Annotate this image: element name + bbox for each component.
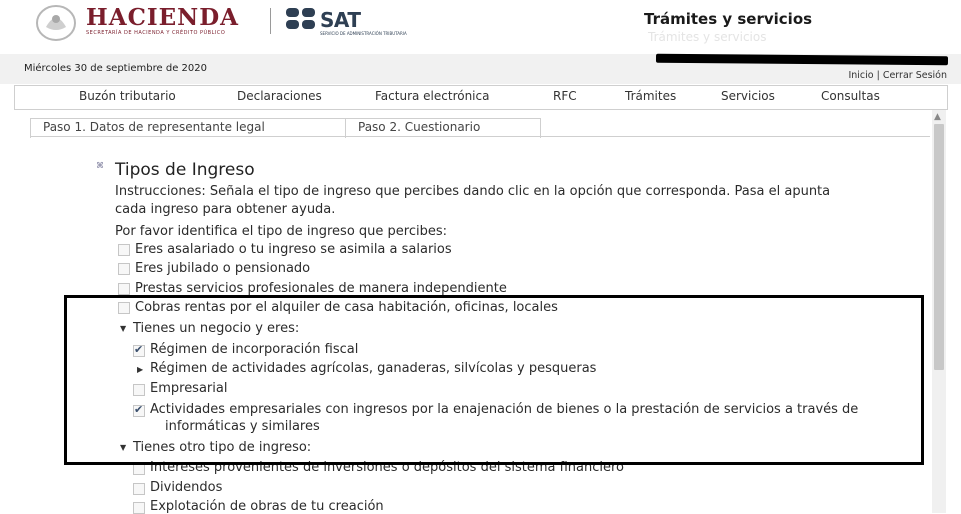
sat-logo-text[interactable]: SAT <box>320 8 361 32</box>
expand-icon[interactable]: ⌘ <box>96 161 104 170</box>
instructions-line-1: Instrucciones: Señala el tipo de ingreso que percibes dando clic en la opción que corresponda. Pasa el apunta <box>115 184 831 199</box>
option-jubilado: Eres jubilado o pensionado <box>135 261 311 276</box>
checkbox-jubilado[interactable] <box>118 263 130 275</box>
checkbox-obras[interactable] <box>133 502 145 514</box>
tab-paso-2[interactable]: Paso 2. Cuestionario <box>345 118 541 138</box>
option-obras: Explotación de obras de tu creación <box>150 499 384 514</box>
page-title-ghost: Trámites y servicios <box>648 30 767 44</box>
option-rif: Régimen de incorporación fiscal <box>150 342 359 357</box>
option-dividendos: Dividendos <box>150 480 223 495</box>
logo-divider <box>270 8 271 34</box>
tab-paso-1[interactable]: Paso 1. Datos de representante legal <box>30 118 346 138</box>
main-nav <box>14 85 948 110</box>
option-intereses: Intereses provenientes de inversiones o depósitos del sistema financiero <box>150 460 624 475</box>
tab-divider <box>30 136 930 137</box>
option-servicios-profesionales: Prestas servicios profesionales de manera independiente <box>135 281 507 296</box>
option-empresarial: Empresarial <box>150 381 228 396</box>
checkbox-servicios-profesionales[interactable] <box>118 283 130 295</box>
option-plataformas-cont: informáticas y similares <box>165 419 320 434</box>
nav-rfc[interactable]: RFC <box>553 89 577 103</box>
inicio-link[interactable]: Inicio <box>848 70 874 81</box>
sat-logo-icon <box>286 8 316 30</box>
section-title: Tipos de Ingreso <box>115 160 255 180</box>
nav-servicios[interactable]: Servicios <box>721 89 775 103</box>
coat-of-arms-icon <box>34 3 78 43</box>
user-links <box>848 70 947 81</box>
expand-agricolas-icon[interactable]: ▶ <box>137 365 144 374</box>
nav-tramites[interactable]: Trámites <box>625 89 677 103</box>
cerrar-sesion-link[interactable]: Cerrar Sesión <box>882 70 947 81</box>
option-agricolas[interactable]: Régimen de actividades agrícolas, ganaderas, silvícolas y pesqueras <box>150 361 597 376</box>
hacienda-logo-subtext: SECRETARÍA DE HACIENDA Y CRÉDITO PÚBLICO <box>86 30 226 36</box>
instructions-line-2: cada ingreso para obtener ayuda. <box>115 202 336 217</box>
page-title: Trámites y servicios <box>644 10 813 28</box>
option-asalariado: Eres asalariado o tu ingreso se asimila a salarios <box>135 242 452 257</box>
current-date: Miércoles 30 de septiembre de 2020 <box>24 63 207 74</box>
negocio-label[interactable]: Tienes un negocio y eres: <box>133 321 300 336</box>
highlight-annotation-box <box>64 295 924 465</box>
checkbox-asalariado[interactable] <box>118 244 130 256</box>
site-header <box>0 0 961 50</box>
nav-consultas[interactable]: Consultas <box>821 89 880 103</box>
sat-logo-subtext: SERVICIO DE ADMINISTRACIÓN TRIBUTARIA <box>320 31 407 36</box>
hacienda-logo-text[interactable]: HACIENDA <box>86 4 239 31</box>
nav-declaraciones[interactable]: Declaraciones <box>237 89 322 103</box>
link-separator: | <box>873 70 883 81</box>
nav-buzon-tributario[interactable]: Buzón tributario <box>79 89 176 103</box>
collapse-negocio-icon[interactable]: ▼ <box>120 324 127 333</box>
checkbox-dividendos[interactable] <box>133 483 145 495</box>
scroll-up-icon[interactable]: ▲ <box>934 112 941 122</box>
collapse-otro-icon[interactable]: ▼ <box>120 443 127 452</box>
otro-label[interactable]: Tienes otro tipo de ingreso: <box>133 440 312 455</box>
option-plataformas: Actividades empresariales con ingresos por la enajenación de bienes o la prestación de servicios a través de <box>150 402 859 417</box>
scrollbar-thumb[interactable] <box>934 124 944 370</box>
nav-factura-electronica[interactable]: Factura electrónica <box>375 89 490 103</box>
option-rentas: Cobras rentas por el alquiler de casa habitación, oficinas, locales <box>135 300 558 315</box>
income-prompt: Por favor identifica el tipo de ingreso que percibes: <box>115 224 448 239</box>
